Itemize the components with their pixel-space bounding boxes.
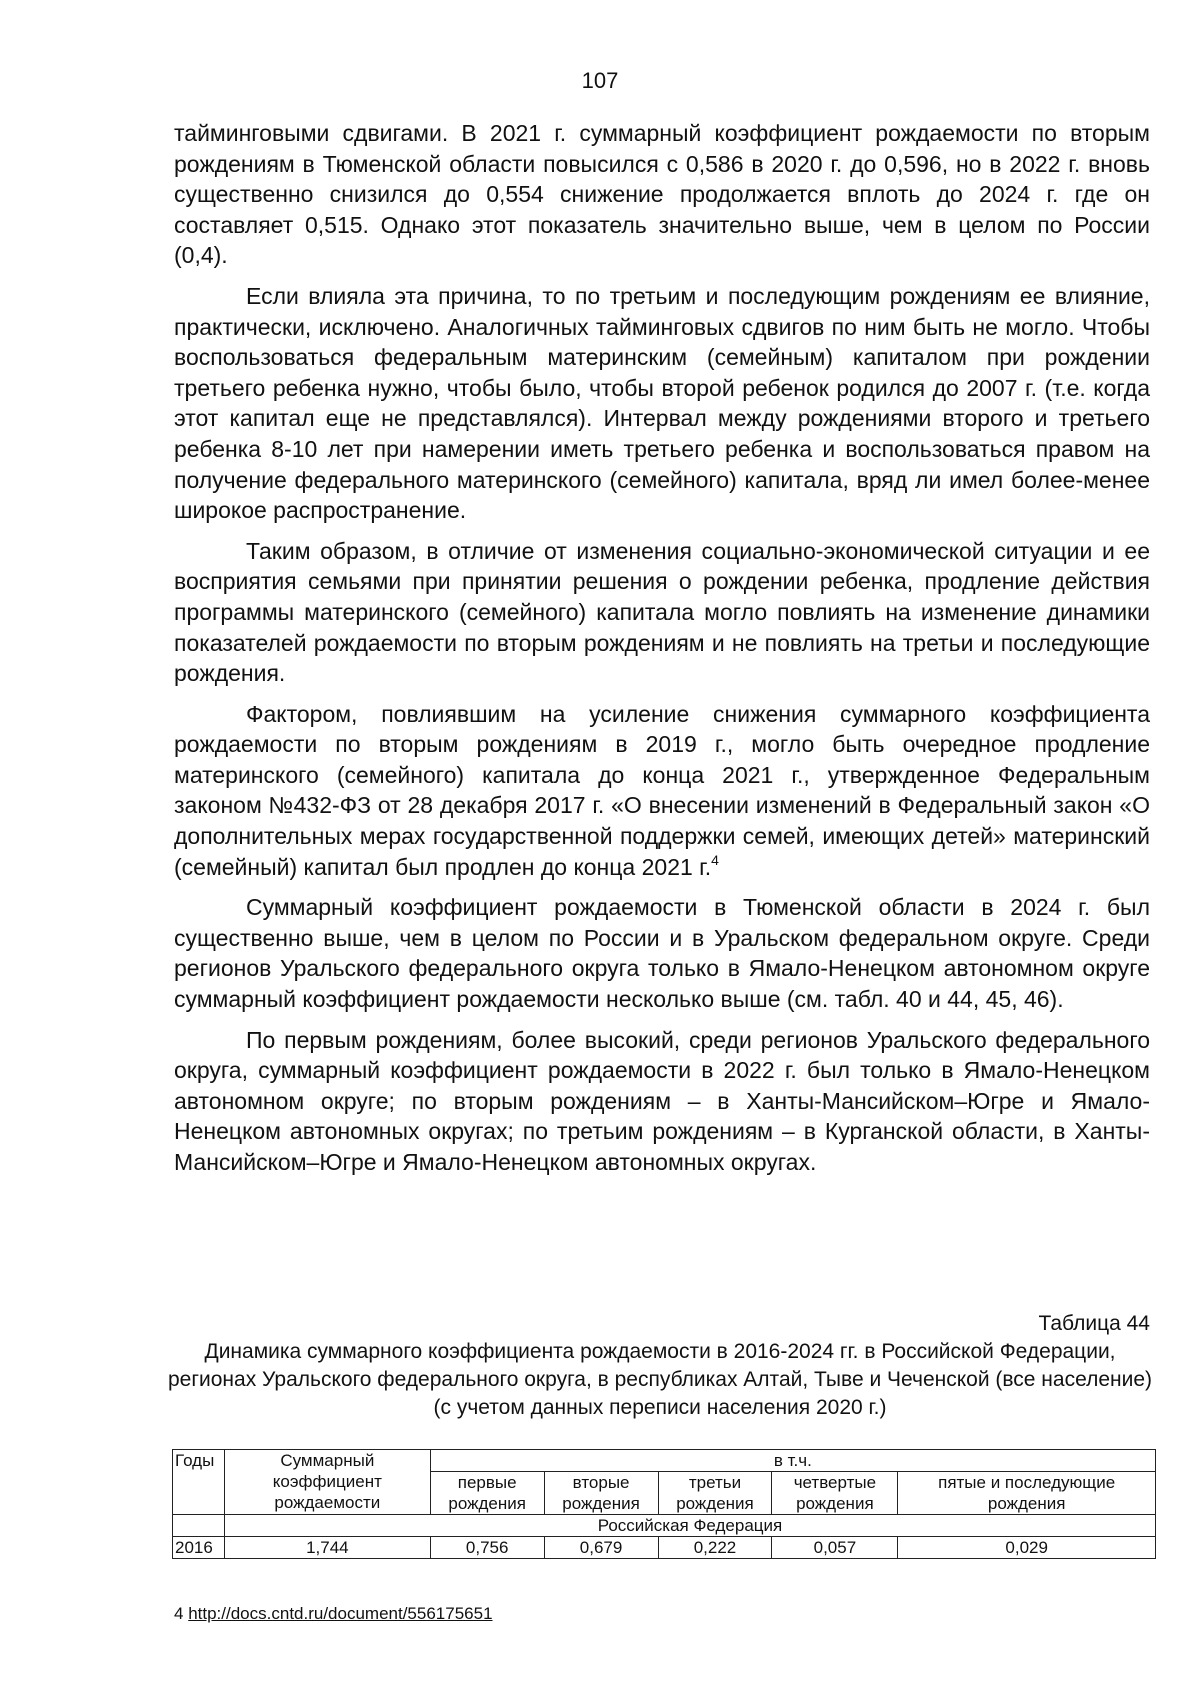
paragraph-5: Суммарный коэффициент рождаемости в Тюменской области в 2024 г. был существенно выше, чем в целом по России и в Уральском федеральном округе. Среди регионов Уральского федерального округа только в Ямало-Ненецком автономном округе суммарный коэффициент рождаемости несколько выше (см. табл. 40 и 44, 45, 46). bbox=[174, 894, 1150, 1013]
table-section-row bbox=[173, 1515, 1156, 1537]
footnote-number: 4 bbox=[174, 1604, 184, 1623]
cell-second: 0,679 bbox=[544, 1537, 658, 1559]
header-fourth: четвертые рождения bbox=[772, 1472, 898, 1515]
paragraph-4 bbox=[174, 699, 1150, 883]
table-caption-number: Таблица 44 bbox=[1038, 1312, 1150, 1335]
table-title: Динамика суммарного коэффициента рождаемости в 2016-2024 гг. в Российской Федерации, регионах Уральского федерального округа, в республиках Алтай, Тыве и Чеченской (все население) (с учетом данных переписи населения 2020 г.) bbox=[167, 1340, 1153, 1419]
table-header-row bbox=[173, 1450, 1156, 1472]
table-row bbox=[173, 1537, 1156, 1559]
section-label: Российская Федерация bbox=[224, 1515, 1155, 1537]
header-first: первые рождения bbox=[430, 1472, 544, 1515]
paragraph-1: тайминговыми сдвигами. В 2021 г. суммарный коэффициент рождаемости по вторым рождениям в Тюменской области повысился с 0,586 в 2020 г. до 0,596, но в 2022 г. вновь существенно снизился до 0,554 снижение продолжается вплоть до 2024 г. где он составляет 0,515. Однако этот показатель значительно выше, чем в целом по России (0,4). bbox=[174, 120, 1150, 269]
cell-year: 2016 bbox=[173, 1537, 225, 1559]
paragraph-4-text: Фактором, повлиявшим на усиление снижения суммарного коэффициента рождаемости по вторым рождениям в 2019 г., могло быть очередное продление материнского (семейного) капитала до конца 2021 г., утвержденное Федеральным законом №432-ФЗ от 28 декабря 2017 г. «О внесении изменений в Федеральный закон «О дополнительных мерах государственной поддержки семей, имеющих детей» материнский (семейный) капитал был продлен до конца 2021 г. bbox=[174, 700, 1150, 880]
header-including: в т.ч. bbox=[430, 1450, 1155, 1472]
header-tfr: Суммарный коэффициент рождаемости bbox=[224, 1450, 430, 1515]
paragraph-6: По первым рождениям, более высокий, среди регионов Уральского федерального округа, суммарный коэффициент рождаемости в 2022 г. был только в Ямало-Ненецком автономном округе; по вторым рождениям – в Ханты-Мансийском–Югре и Ямало-Ненецком автономных округах; по третьим рождениям – в Курганской области, в Ханты-Мансийском–Югре и Ямало-Ненецком автономных округах. bbox=[174, 1026, 1150, 1175]
paragraph-2: Если влияла эта причина, то по третьим и последующим рождениям ее влияние, практически, исключено. Аналогичных тайминговых сдвигов по ним быть не могло. Чтобы воспользоваться федеральным материнским (семейным) капиталом при рождении третьего ребенка нужно, чтобы было, чтобы второй ребенок родился до 2007 г. (т.е. когда этот капитал еще не представлялся). Интервал между рождениями второго и третьего ребенка 8-10 лет при намерении иметь третьего ребенка и воспользоваться правом на получение федерального материнского (семейного) капитала, вряд ли имел более-менее широкое распространение. bbox=[174, 282, 1150, 524]
paragraph-3: Таким образом, в отличие от изменения социально-экономической ситуации и ее восприятия семьями при принятии решения о рождении ребенка, продление действия программы материнского (семейного) капитала могло повлиять на изменение динамики показателей рождаемости по вторым рождениям и не повлиять на третьи и последующие рождения. bbox=[174, 537, 1150, 687]
header-second: вторые рождения bbox=[544, 1472, 658, 1515]
cell-first: 0,756 bbox=[430, 1537, 544, 1559]
section-empty-cell bbox=[173, 1515, 225, 1537]
page-number: 107 bbox=[581, 68, 619, 93]
footnote-reference: 4 bbox=[711, 852, 719, 868]
cell-fourth: 0,057 bbox=[772, 1537, 898, 1559]
body-text bbox=[174, 118, 1150, 1188]
header-fifth: пятые и последующие рождения bbox=[898, 1472, 1156, 1515]
cell-fifth: 0,029 bbox=[898, 1537, 1156, 1559]
cell-tfr: 1,744 bbox=[224, 1537, 430, 1559]
fertility-table bbox=[172, 1449, 1156, 1559]
cell-third: 0,222 bbox=[658, 1537, 772, 1559]
header-third: третьи рождения bbox=[658, 1472, 772, 1515]
header-years: Годы bbox=[173, 1450, 225, 1515]
footnote-link[interactable]: http://docs.cntd.ru/document/556175651 bbox=[188, 1604, 493, 1623]
footnote bbox=[174, 1603, 493, 1625]
